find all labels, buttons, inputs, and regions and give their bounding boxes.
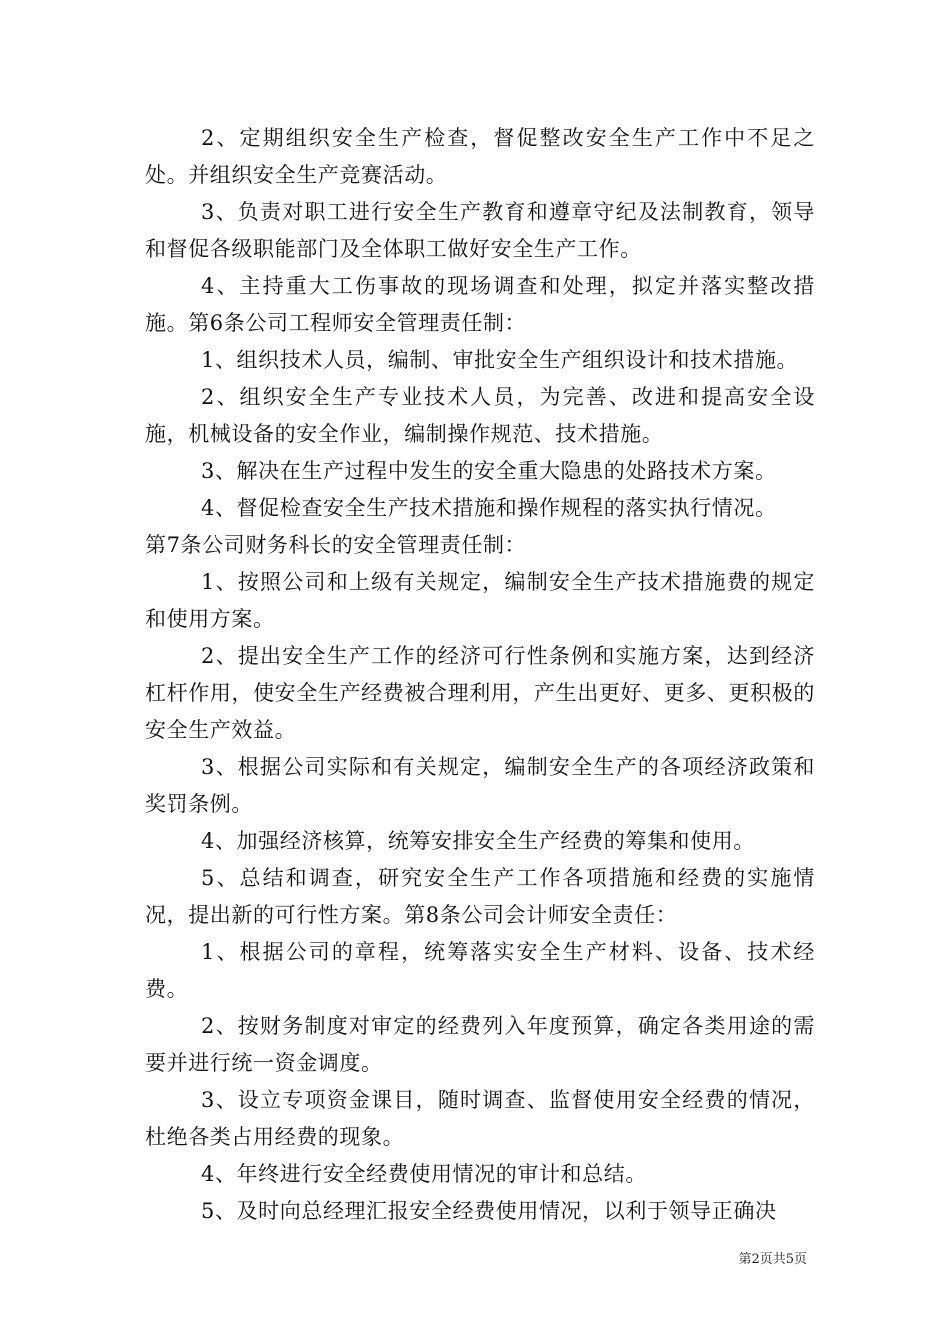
paragraph: 3、负责对职工进行安全生产教育和遵章守纪及法制教育，领导和督促各级职能部门及全体职工做好安全生产工作。 xyxy=(145,200,815,261)
section-heading: 第7条公司财务科长的安全管理责任制： xyxy=(145,533,527,557)
paragraph: 1、根据公司的章程，统筹落实安全生产材料、设备、技术经费。 xyxy=(145,940,815,1001)
paragraph: 1、按照公司和上级有关规定，编制安全生产技术措施费的规定和使用方案。 xyxy=(145,570,815,631)
paragraph: 4、年终进行安全经费使用情况的审计和总结。 xyxy=(201,1162,647,1186)
paragraph: 3、解决在生产过程中发生的安全重大隐患的处路技术方案。 xyxy=(201,459,777,483)
paragraph: 2、组织安全生产专业技术人员，为完善、改进和提高安全设施，机械设备的安全作业，编制操作规范、技术措施。 xyxy=(145,385,815,446)
paragraph: 4、主持重大工伤事故的现场调查和处理，拟定并落实整改措施。第6条公司工程师安全管理责任制： xyxy=(145,274,815,335)
paragraph: 4、加强经济核算，统筹安排安全生产经费的筹集和使用。 xyxy=(201,829,755,853)
page-number: 第2页共5页 xyxy=(738,1252,807,1267)
paragraph: 3、根据公司实际和有关规定，编制安全生产的各项经济政策和奖罚条例。 xyxy=(145,755,815,816)
paragraph: 4、督促检查安全生产技术措施和操作规程的落实执行情况。 xyxy=(201,496,777,520)
paragraph: 5、总结和调查，研究安全生产工作各项措施和经费的实施情况，提出新的可行性方案。第8条公司会计师安全责任： xyxy=(145,866,815,927)
paragraph: 3、设立专项资金课目，随时调查、监督使用安全经费的情况，杜绝各类占用经费的现象。 xyxy=(145,1088,815,1149)
paragraph: 2、提出安全生产工作的经济可行性条例和实施方案，达到经济杠杆作用，使安全生产经费被合理利用，产生出更好、更多、更积极的安全生产效益。 xyxy=(145,644,815,742)
paragraph: 2、定期组织安全生产检查，督促整改安全生产工作中不足之处。并组织安全生产竞赛活动。 xyxy=(145,126,815,187)
document-body xyxy=(145,120,815,1230)
paragraph: 1、组织技术人员，编制、审批安全生产组织设计和技术措施。 xyxy=(201,348,799,372)
paragraph: 2、按财务制度对审定的经费列入年度预算，确定各类用途的需要并进行统一资金调度。 xyxy=(145,1014,815,1075)
paragraph: 5、及时向总经理汇报安全经费使用情况，以利于领导正确决 xyxy=(201,1199,777,1223)
